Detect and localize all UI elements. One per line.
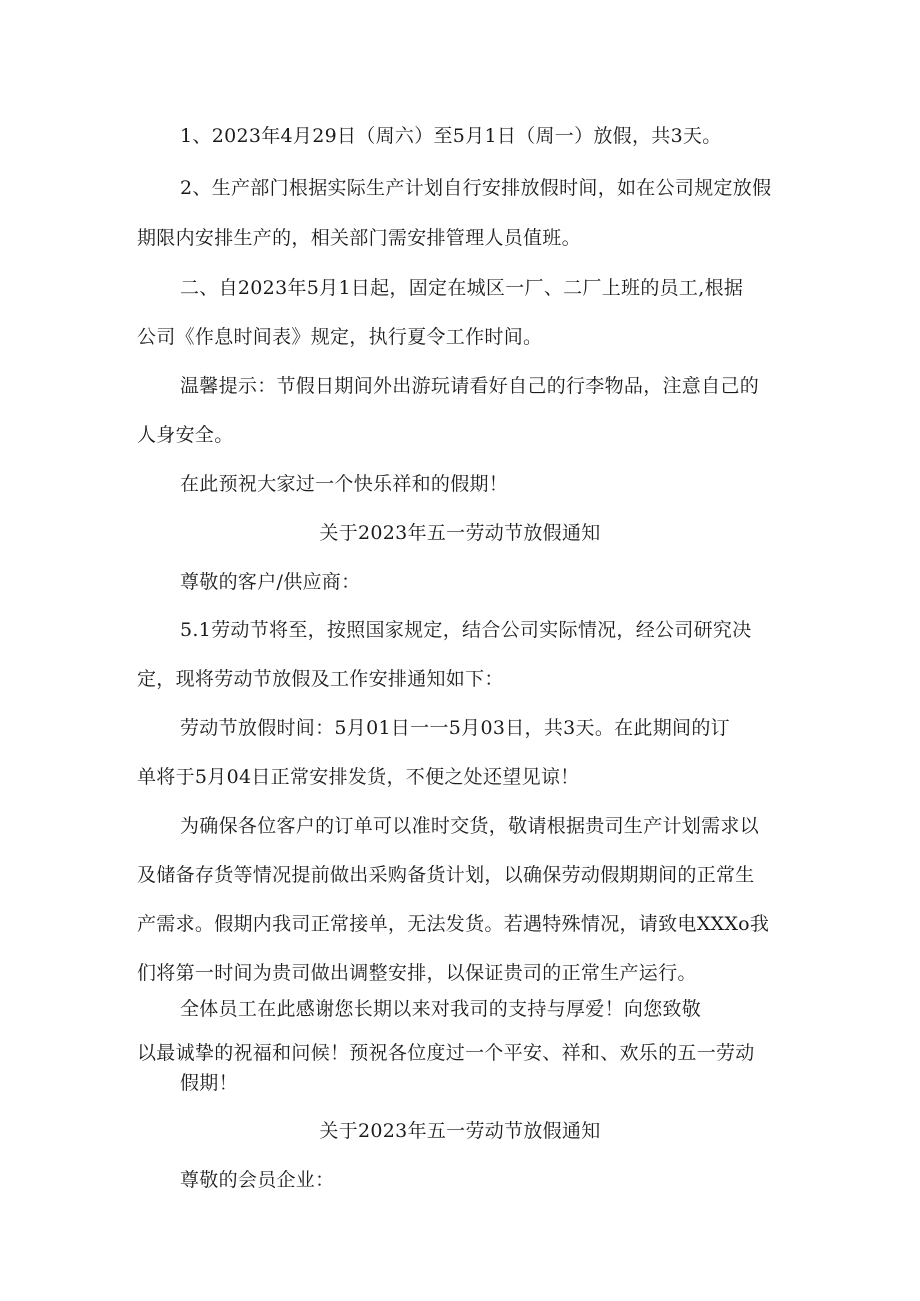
notice-2-title: 关于2023年五一劳动节放假通知 (319, 1120, 601, 1142)
paragraph-item-2-line-2: 期限内安排生产的，相关部门需安排管理人员值班。 (137, 227, 581, 249)
paragraph-item-1: 1、2023年4月29日（周六）至5月1日（周一）放假，共3天。 (180, 125, 722, 147)
paragraph-item-3-line-1: 二、自2023年5月1日起，固定在城区一厂、二厂上班的员工,根据 (180, 277, 744, 299)
notice-1-p2-line-1: 劳动节放假时间：5月01日一一5月03日，共3天。在此期间的订 (180, 717, 730, 739)
notice-1-p1-line-1: 5.1劳动节将至，按照国家规定，结合公司实际情况，经公司研究决 (180, 619, 752, 641)
notice-1-title: 关于2023年五一劳动节放假通知 (319, 522, 601, 544)
paragraph-item-3-line-2: 公司《作息时间表》规定，执行夏令工作时间。 (137, 326, 543, 348)
notice-1-p3-line-2: 及储备存货等情况提前做出采购备货计划，以确保劳动假期期间的正常生 (137, 864, 755, 886)
notice-1-p3-line-1: 为确保各位客户的订单可以准时交货，敬请根据贵司生产计划需求以 (180, 815, 760, 837)
paragraph-item-2-line-1: 2、生产部门根据实际生产计划自行安排放假时间，如在公司规定放假 (180, 177, 772, 199)
notice-1-p1-line-2: 定，现将劳动节放假及工作安排通知如下： (137, 668, 504, 690)
tip-line-2: 人身安全。 (137, 424, 234, 446)
wish-line: 在此预祝大家过一个快乐祥和的假期！ (180, 473, 509, 495)
notice-1-salutation: 尊敬的客户/供应商： (180, 571, 361, 593)
notice-1-p2-line-2: 单将于5月04日正常安排发货，不便之处还望见谅！ (137, 766, 580, 788)
notice-1-p4-line-2: 以最诚挚的祝福和问候！预祝各位度过一个平安、祥和、欢乐的五一劳动 (137, 1042, 755, 1064)
tip-line-1: 温馨提示：节假日期间外出游玩请看好自己的行李物品，注意自己的 (180, 375, 760, 397)
notice-1-p4-line-1: 全体员工在此感谢您长期以来对我司的支持与厚爱！向您致敬 (180, 998, 702, 1020)
notice-1-p3-line-3: 产需求。假期内我司正常接单，无法发货。若遇特殊情况，请致电XXXo我 (137, 913, 770, 935)
notice-1-p3-line-4: 们将第一时间为贵司做出调整安排，以保证贵司的正常生产运行。 (137, 962, 697, 984)
notice-2-salutation: 尊敬的会员企业： (180, 1169, 335, 1191)
notice-1-p4-line-3: 假期！ (180, 1072, 238, 1094)
